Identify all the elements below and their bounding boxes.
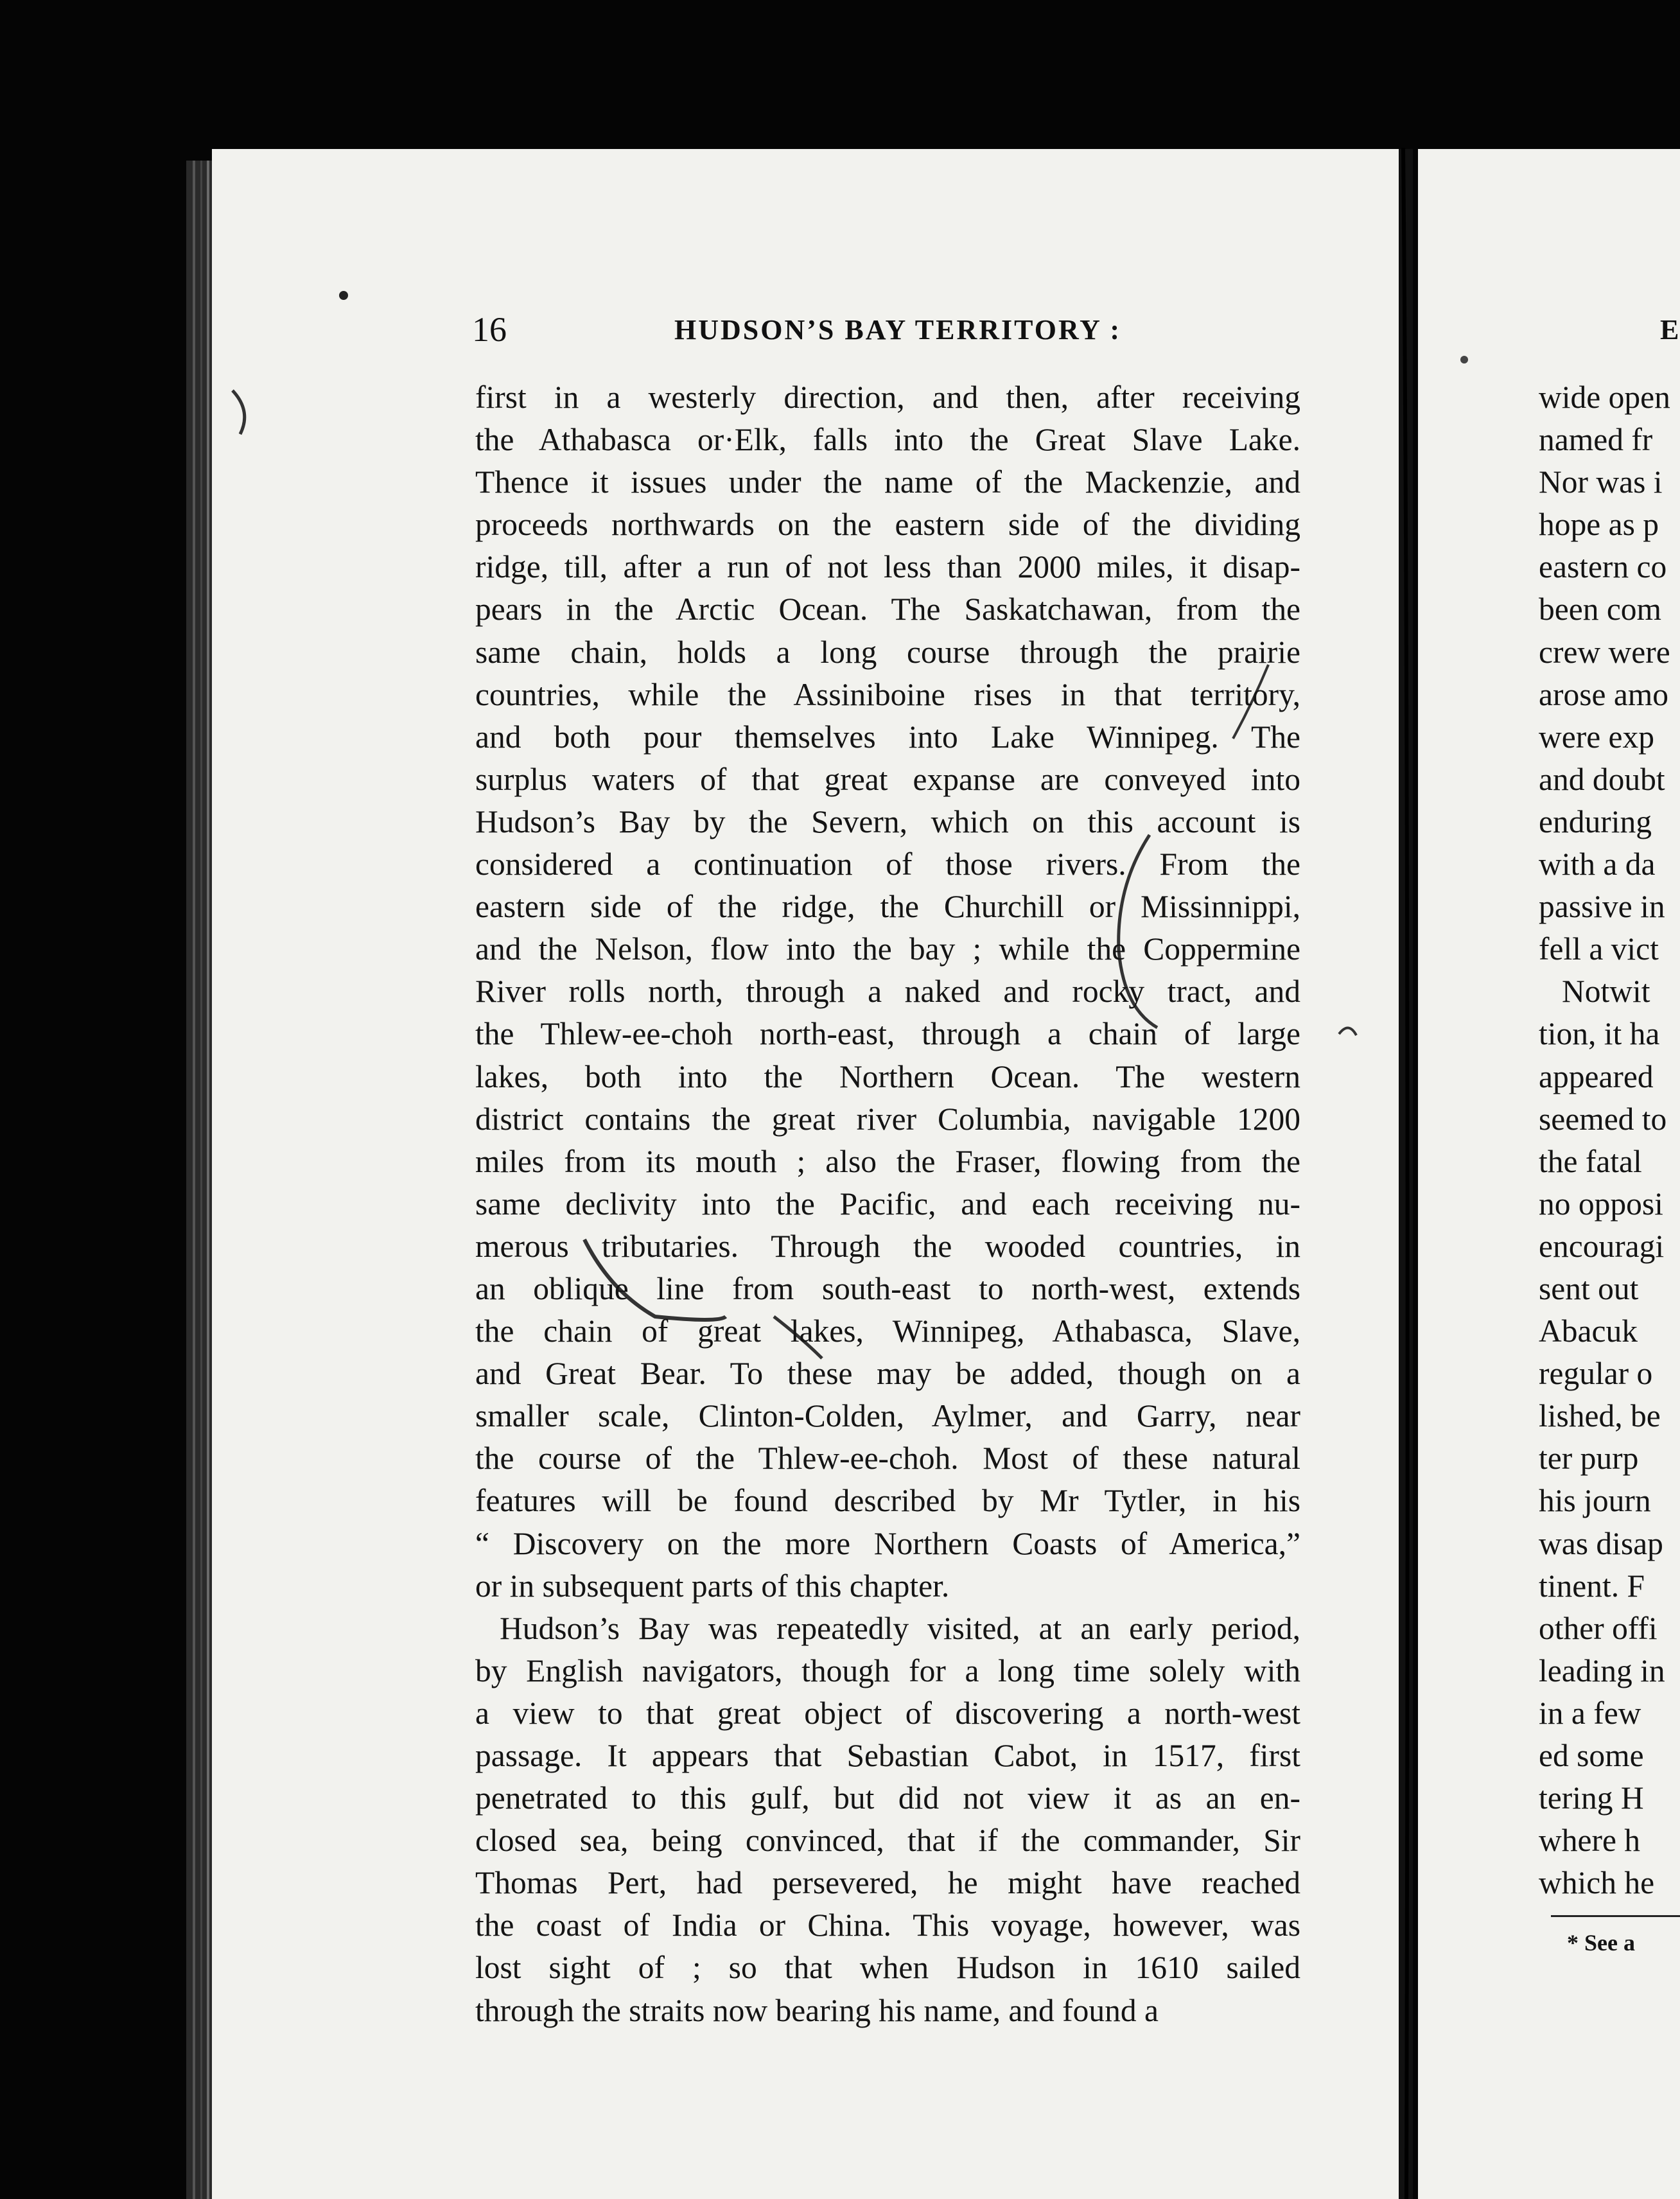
text-line: Hudson’s Bay was repeatedly visited, at an early period,: [500, 1610, 1300, 1646]
text-line: Hudson’s Bay by the Severn, which on this account is: [475, 803, 1300, 839]
text-line: lakes, both into the Northern Ocean. The western: [475, 1058, 1300, 1094]
right-text-line: tinent. F: [1539, 1568, 1645, 1604]
text-line: the Athabasca or·Elk, falls into the Great Slave Lake.: [475, 422, 1300, 458]
text-line: Thence it issues under the name of the Mackenzie, and: [475, 464, 1300, 500]
running-head: HUDSON’S BAY TERRITORY :: [674, 314, 1121, 346]
text-line: surplus waters of that great expanse are conveyed into: [475, 761, 1300, 797]
gutter-fold-line: [1403, 148, 1408, 2199]
stain-dot: [339, 291, 348, 300]
right-text-line: his journ: [1539, 1483, 1651, 1519]
text-line: “ Discovery on the more Northern Coasts of America,”: [475, 1525, 1300, 1561]
right-text-line: other offi: [1539, 1610, 1658, 1646]
text-line: or in subsequent parts of this chapter.: [475, 1568, 950, 1604]
right-text-line: arose amo: [1539, 676, 1669, 712]
text-line: the course of the Thlew-ee-choh. Most of these natural: [475, 1441, 1300, 1476]
text-line: first in a westerly direction, and then, after receiving: [475, 380, 1300, 415]
right-text-line: the fatal: [1539, 1143, 1642, 1179]
right-text-line: regular o: [1539, 1356, 1653, 1392]
text-line: the chain of great lakes, Winnipeg, Athabasca, Slave,: [475, 1313, 1300, 1349]
right-text-line: were exp: [1539, 719, 1655, 755]
text-line: features will be found described by Mr Tytler, in his: [475, 1483, 1300, 1519]
text-line: and Great Bear. To these may be added, though on a: [475, 1356, 1300, 1392]
text-line: penetrated to this gulf, but did not view it as an en-: [475, 1780, 1300, 1816]
text-line: proceeds northwards on the eastern side of the dividing: [475, 507, 1300, 543]
right-text-line: was disap: [1539, 1525, 1663, 1561]
right-text-line: been com: [1539, 591, 1662, 627]
right-text-line: passive in: [1539, 889, 1665, 925]
text-line: lost sight of ; so that when Hudson in 1610 sailed: [475, 1950, 1300, 1986]
margin-bracket-mark: [232, 390, 245, 434]
right-text-line: no opposi: [1539, 1186, 1663, 1222]
right-text-line: enduring: [1539, 803, 1652, 839]
text-line: the coast of India or China. This voyage, however, was: [475, 1907, 1300, 1943]
right-text-line: seemed to: [1539, 1101, 1667, 1137]
text-line: countries, while the Assiniboine rises in that territory,: [475, 676, 1300, 712]
right-text-line: leading in: [1539, 1652, 1665, 1688]
right-text-line: named fr: [1539, 422, 1653, 458]
stain-dot: [1460, 356, 1468, 364]
text-line: the Thlew-ee-choh north-east, through a chain of large: [475, 1016, 1300, 1052]
text-line: merous tributaries. Through the wooded countries, in: [475, 1228, 1300, 1264]
right-text-line: where h: [1539, 1823, 1641, 1859]
right-page-body: [1539, 376, 1680, 1904]
text-line: ridge, till, after a run of not less than 2000 miles, it disap-: [475, 549, 1300, 585]
right-text-line: ter purp: [1539, 1441, 1639, 1476]
right-footnote: * See a: [1567, 1930, 1635, 1956]
right-text-line: and doubt: [1539, 761, 1665, 797]
left-page-body: [475, 376, 1300, 2032]
text-line: passage. It appears that Sebastian Cabot, in 1517, first: [475, 1738, 1300, 1773]
text-line: pears in the Arctic Ocean. The Saskatchawan, from the: [475, 591, 1300, 627]
text-line: eastern side of the ridge, the Churchill or Missinnippi,: [475, 889, 1300, 925]
margin-tick-mark: [1339, 1028, 1356, 1035]
text-line: same declivity into the Pacific, and each receiving nu-: [475, 1186, 1300, 1222]
text-line: district contains the great river Columbia, navigable 1200: [475, 1101, 1300, 1137]
page-number: 16: [472, 310, 507, 349]
right-text-line: encouragi: [1539, 1228, 1665, 1264]
right-text-line: lished, be: [1539, 1398, 1661, 1434]
text-line: miles from its mouth ; also the Fraser, flowing from the: [475, 1143, 1300, 1179]
right-text-line: fell a vict: [1539, 931, 1659, 967]
text-line: closed sea, being convinced, that if the commander, Sir: [475, 1823, 1300, 1859]
right-text-line: sent out: [1539, 1270, 1639, 1306]
right-text-line: with a da: [1539, 846, 1656, 882]
right-text-line: tering H: [1539, 1780, 1644, 1816]
right-text-line: tion, it ha: [1539, 1016, 1660, 1052]
right-running-head: E: [1660, 314, 1679, 346]
right-text-line: ed some: [1539, 1738, 1644, 1773]
right-text-line: in a few: [1539, 1695, 1641, 1731]
text-line: and the Nelson, flow into the bay ; while the Coppermine: [475, 931, 1300, 967]
text-line: by English navigators, though for a long time solely with: [475, 1652, 1300, 1688]
text-line: same chain, holds a long course through the prairie: [475, 634, 1300, 670]
right-text-line: appeared: [1539, 1058, 1654, 1094]
right-text-line: eastern co: [1539, 549, 1667, 585]
right-text-line: Nor was i: [1539, 464, 1663, 500]
text-line: through the straits now bearing his name, and found a: [475, 1992, 1159, 2028]
right-text-line: crew were: [1539, 634, 1670, 670]
right-text-line: wide open: [1539, 380, 1670, 415]
text-line: Thomas Pert, had persevered, he might have reached: [475, 1865, 1300, 1901]
text-line: smaller scale, Clinton-Colden, Aylmer, and Garry, near: [475, 1398, 1300, 1434]
text-line: and both pour themselves into Lake Winnipeg. The: [475, 719, 1300, 755]
text-line: a view to that great object of discovering a north-west: [475, 1695, 1300, 1731]
text-line: River rolls north, through a naked and rocky tract, and: [475, 974, 1300, 1010]
text-line: considered a continuation of those rivers. From the: [475, 846, 1300, 882]
footnote-rule: [1551, 1915, 1680, 1917]
text-line: an oblique line from south-east to north-west, extends: [475, 1270, 1300, 1306]
right-text-line: which he: [1539, 1865, 1655, 1901]
right-text-line: hope as p: [1539, 507, 1659, 543]
right-text-line: Abacuk: [1539, 1313, 1638, 1349]
right-text-line: Notwit: [1562, 974, 1650, 1010]
